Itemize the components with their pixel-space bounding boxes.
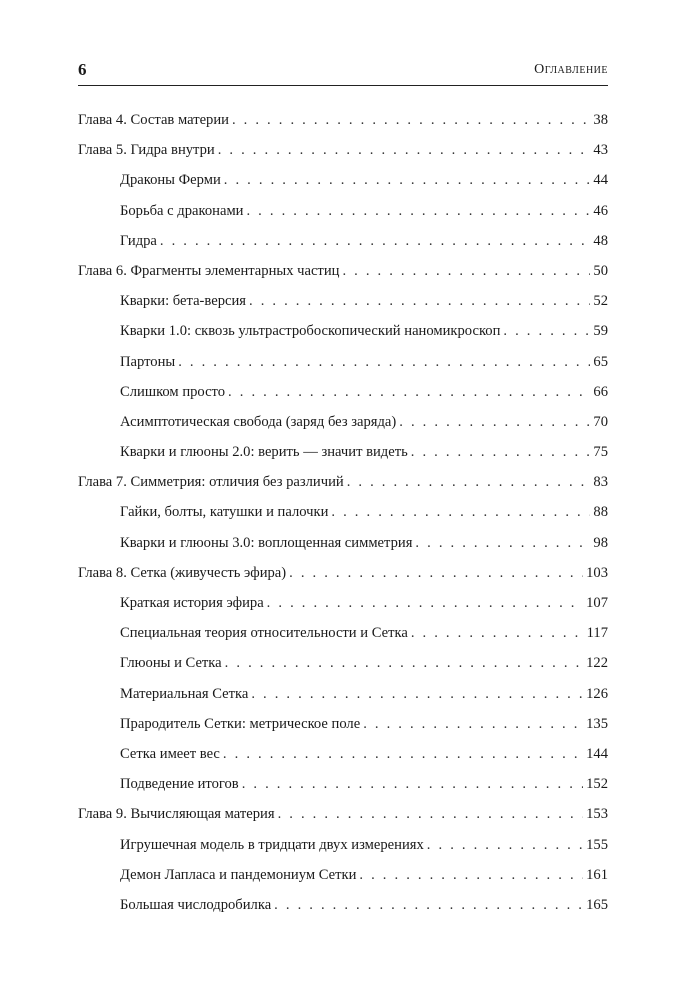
entry-title: Материальная Сетка <box>120 685 249 702</box>
entry-title: Кварки и глюоны 3.0: воплощенная симметрия <box>120 534 413 551</box>
dot-leader <box>218 142 591 159</box>
dot-leader <box>399 414 590 431</box>
toc-section-entry[interactable] <box>78 323 608 353</box>
dot-leader <box>160 233 591 250</box>
entry-page-number: 46 <box>593 202 608 219</box>
toc-section-entry[interactable] <box>78 444 608 474</box>
entry-title: Демон Лапласа и пандемониум Сетки <box>120 866 357 883</box>
toc-chapter-entry[interactable] <box>78 565 608 595</box>
entry-title: Прародитель Сетки: метрическое поле <box>120 715 361 732</box>
entry-title: Глюоны и Сетка <box>120 655 222 672</box>
dot-leader <box>267 595 583 612</box>
entry-title: Борьба с драконами <box>120 202 244 219</box>
entry-title: Партоны <box>120 353 176 370</box>
toc-chapter-entry[interactable] <box>78 142 608 172</box>
entry-title: Гидра <box>120 232 157 249</box>
entry-title: Глава 6. Фрагменты элементарных частиц <box>78 262 340 279</box>
toc-section-entry[interactable] <box>78 414 608 444</box>
entry-title: Драконы Ферми <box>120 172 221 189</box>
entry-title: Глава 9. Вычисляющая материя <box>78 806 275 823</box>
dot-leader <box>249 293 590 310</box>
dot-leader <box>232 112 590 129</box>
toc-section-entry[interactable] <box>78 837 608 867</box>
entry-title: Краткая история эфира <box>120 595 264 611</box>
entry-page-number: 107 <box>586 595 608 611</box>
dot-leader <box>278 806 584 823</box>
toc-section-entry[interactable] <box>78 233 608 263</box>
dot-leader <box>411 625 584 642</box>
dot-leader <box>223 746 583 763</box>
dot-leader <box>228 384 590 401</box>
toc-chapter-entry[interactable] <box>78 474 608 504</box>
entry-page-number: 122 <box>586 655 608 672</box>
toc-chapter-entry[interactable] <box>78 263 608 293</box>
entry-page-number: 117 <box>586 625 608 642</box>
entry-page-number: 65 <box>593 353 608 370</box>
toc-section-entry[interactable] <box>78 897 608 927</box>
entry-page-number: 43 <box>593 142 608 159</box>
dot-leader <box>251 686 583 703</box>
entry-title: Слишком просто <box>120 383 226 400</box>
toc-section-entry[interactable] <box>78 293 608 323</box>
toc-section-entry[interactable] <box>78 625 608 655</box>
dot-leader <box>246 203 590 220</box>
entry-title: Глава 5. Гидра внутри <box>78 142 215 159</box>
entry-title: Большая числодробилка <box>120 896 272 913</box>
toc-section-entry[interactable] <box>78 504 608 534</box>
entry-page-number: 103 <box>586 564 608 581</box>
entry-page-number: 38 <box>593 112 608 128</box>
entry-title: Кварки: бета-версия <box>120 293 246 310</box>
toc-section-entry[interactable] <box>78 716 608 746</box>
dot-leader <box>274 897 583 914</box>
entry-title: Глава 4. Состав материи <box>78 112 229 128</box>
dot-leader <box>289 565 583 582</box>
page-header <box>78 60 608 82</box>
entry-page-number: 135 <box>586 715 608 732</box>
header-rule <box>78 85 608 86</box>
entry-page-number: 83 <box>593 474 608 491</box>
entry-title: Сетка имеет вес <box>120 745 220 762</box>
toc-section-entry[interactable] <box>78 655 608 685</box>
entry-page-number: 75 <box>593 444 608 461</box>
entry-title: Глава 8. Сетка (живучесть эфира) <box>78 564 287 581</box>
entry-page-number: 52 <box>593 293 608 310</box>
dot-leader <box>503 323 590 340</box>
toc-section-entry[interactable] <box>78 535 608 565</box>
entry-page-number: 165 <box>586 896 608 913</box>
table-of-contents <box>78 112 608 927</box>
dot-leader <box>411 444 591 461</box>
dot-leader <box>224 172 591 189</box>
entry-title: Глава 7. Симметрия: отличия без различий <box>78 474 344 491</box>
running-title: Оглавление <box>534 62 608 77</box>
entry-page-number: 126 <box>586 685 608 702</box>
entry-title: Кварки и глюоны 2.0: верить — значит видеть <box>120 444 408 461</box>
entry-page-number: 152 <box>586 776 608 793</box>
toc-section-entry[interactable] <box>78 776 608 806</box>
entry-title: Кварки 1.0: сквозь ультрастробоскопический наномикроскоп <box>120 323 501 340</box>
toc-section-entry[interactable] <box>78 384 608 414</box>
entry-page-number: 66 <box>593 383 608 400</box>
dot-leader <box>359 867 583 884</box>
entry-page-number: 44 <box>593 172 608 189</box>
toc-section-entry[interactable] <box>78 746 608 776</box>
entry-page-number: 144 <box>586 745 608 762</box>
dot-leader <box>331 504 590 521</box>
toc-chapter-entry[interactable] <box>78 112 608 142</box>
toc-section-entry[interactable] <box>78 867 608 897</box>
entry-page-number: 161 <box>586 866 608 883</box>
entry-title: Гайки, болты, катушки и палочки <box>120 504 329 521</box>
toc-section-entry[interactable] <box>78 203 608 233</box>
page-number: 6 <box>78 60 87 79</box>
entry-page-number: 153 <box>586 806 608 823</box>
entry-page-number: 48 <box>593 232 608 249</box>
dot-leader <box>347 474 591 491</box>
entry-page-number: 70 <box>593 413 608 430</box>
toc-section-entry[interactable] <box>78 595 608 625</box>
entry-page-number: 59 <box>593 323 608 340</box>
entry-title: Игрушечная модель в тридцати двух измерениях <box>120 836 424 853</box>
entry-title: Асимптотическая свобода (заряд без заряда) <box>120 413 397 430</box>
entry-title: Специальная теория относительности и Сетка <box>120 625 408 642</box>
entry-page-number: 98 <box>593 534 608 551</box>
entry-page-number: 50 <box>593 262 608 279</box>
entry-title: Подведение итогов <box>120 776 239 793</box>
dot-leader <box>342 263 590 280</box>
toc-section-entry[interactable] <box>78 172 608 202</box>
toc-section-entry[interactable] <box>78 354 608 384</box>
toc-section-entry[interactable] <box>78 686 608 716</box>
dot-leader <box>242 776 583 793</box>
dot-leader <box>427 837 583 854</box>
dot-leader <box>415 535 590 552</box>
toc-chapter-entry[interactable] <box>78 806 608 836</box>
dot-leader <box>363 716 583 733</box>
entry-page-number: 88 <box>593 504 608 521</box>
entry-page-number: 155 <box>586 836 608 853</box>
dot-leader <box>178 354 590 371</box>
dot-leader <box>225 655 583 672</box>
